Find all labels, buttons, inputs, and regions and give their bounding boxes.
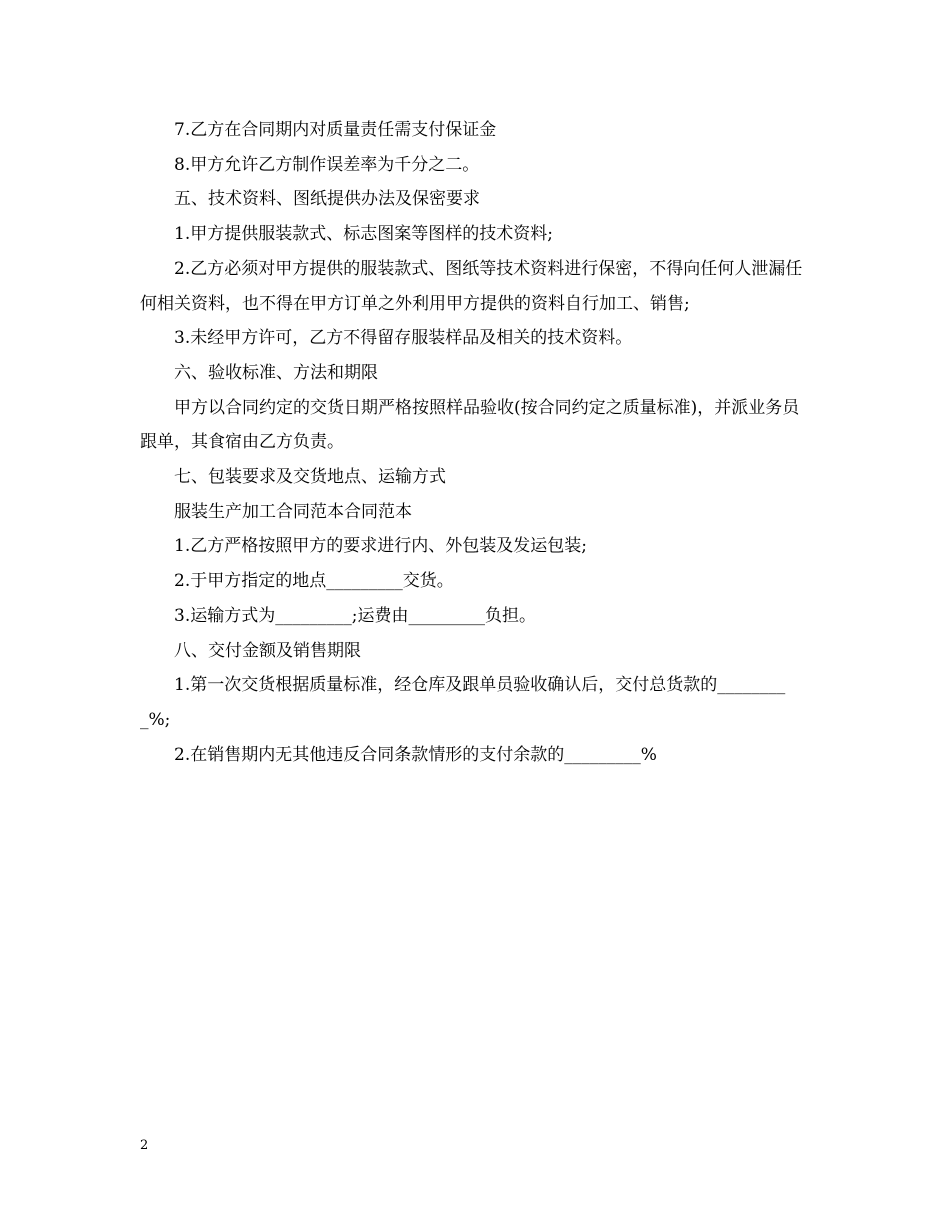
section-heading-technical-materials: 五、技术资料、图纸提供办法及保密要求: [174, 189, 480, 210]
section-heading-acceptance: 六、验收标准、方法和期限: [174, 362, 378, 383]
paragraph-balance-payment: 2.在销售期内无其他违反合同条款情形的支付余款的_________%: [174, 744, 657, 765]
paragraph-transport: 3.运输方式为_________;运费由_________负担。: [174, 605, 536, 626]
paragraph-provide-materials: 1.甲方提供服装款式、标志图案等图样的技术资料;: [174, 224, 553, 245]
section-heading-packaging: 七、包装要求及交货地点、运输方式: [174, 467, 446, 488]
paragraph-error-rate: 8.甲方允许乙方制作误差率为千分之二。: [174, 154, 480, 175]
paragraph-acceptance: 甲方以合同约定的交货日期严格按照样品验收(按合同约定之质量标准)，并派业务员跟单，其食宿由乙方负责。: [140, 397, 800, 453]
document-body: [140, 113, 813, 772]
page-number: 2: [140, 1138, 149, 1153]
paragraph-quality-deposit: 7.乙方在合同期内对质量责任需支付保证金: [174, 120, 497, 140]
paragraph-template-title: 服装生产加工合同范本合同范本: [174, 501, 412, 522]
paragraph-delivery-location: 2.于甲方指定的地点_________交货。: [174, 571, 454, 592]
paragraph-first-payment: 1.第一次交货根据质量标准，经仓库及跟单员验收确认后，交付总货款的_________%;: [140, 675, 786, 730]
section-heading-payment: 八、交付金额及销售期限: [174, 640, 361, 661]
paragraph-confidentiality: 2.乙方必须对甲方提供的服装款式、图纸等技术资料进行保密，不得向任何人泄漏任何相关资料，也不得在甲方订单之外利用甲方提供的资料自行加工、销售;: [140, 258, 803, 314]
paragraph-packaging: 1.乙方严格按照甲方的要求进行内、外包装及发运包装;: [174, 536, 587, 557]
paragraph-no-retention: 3.未经甲方许可，乙方不得留存服装样品及相关的技术资料。: [174, 328, 633, 349]
